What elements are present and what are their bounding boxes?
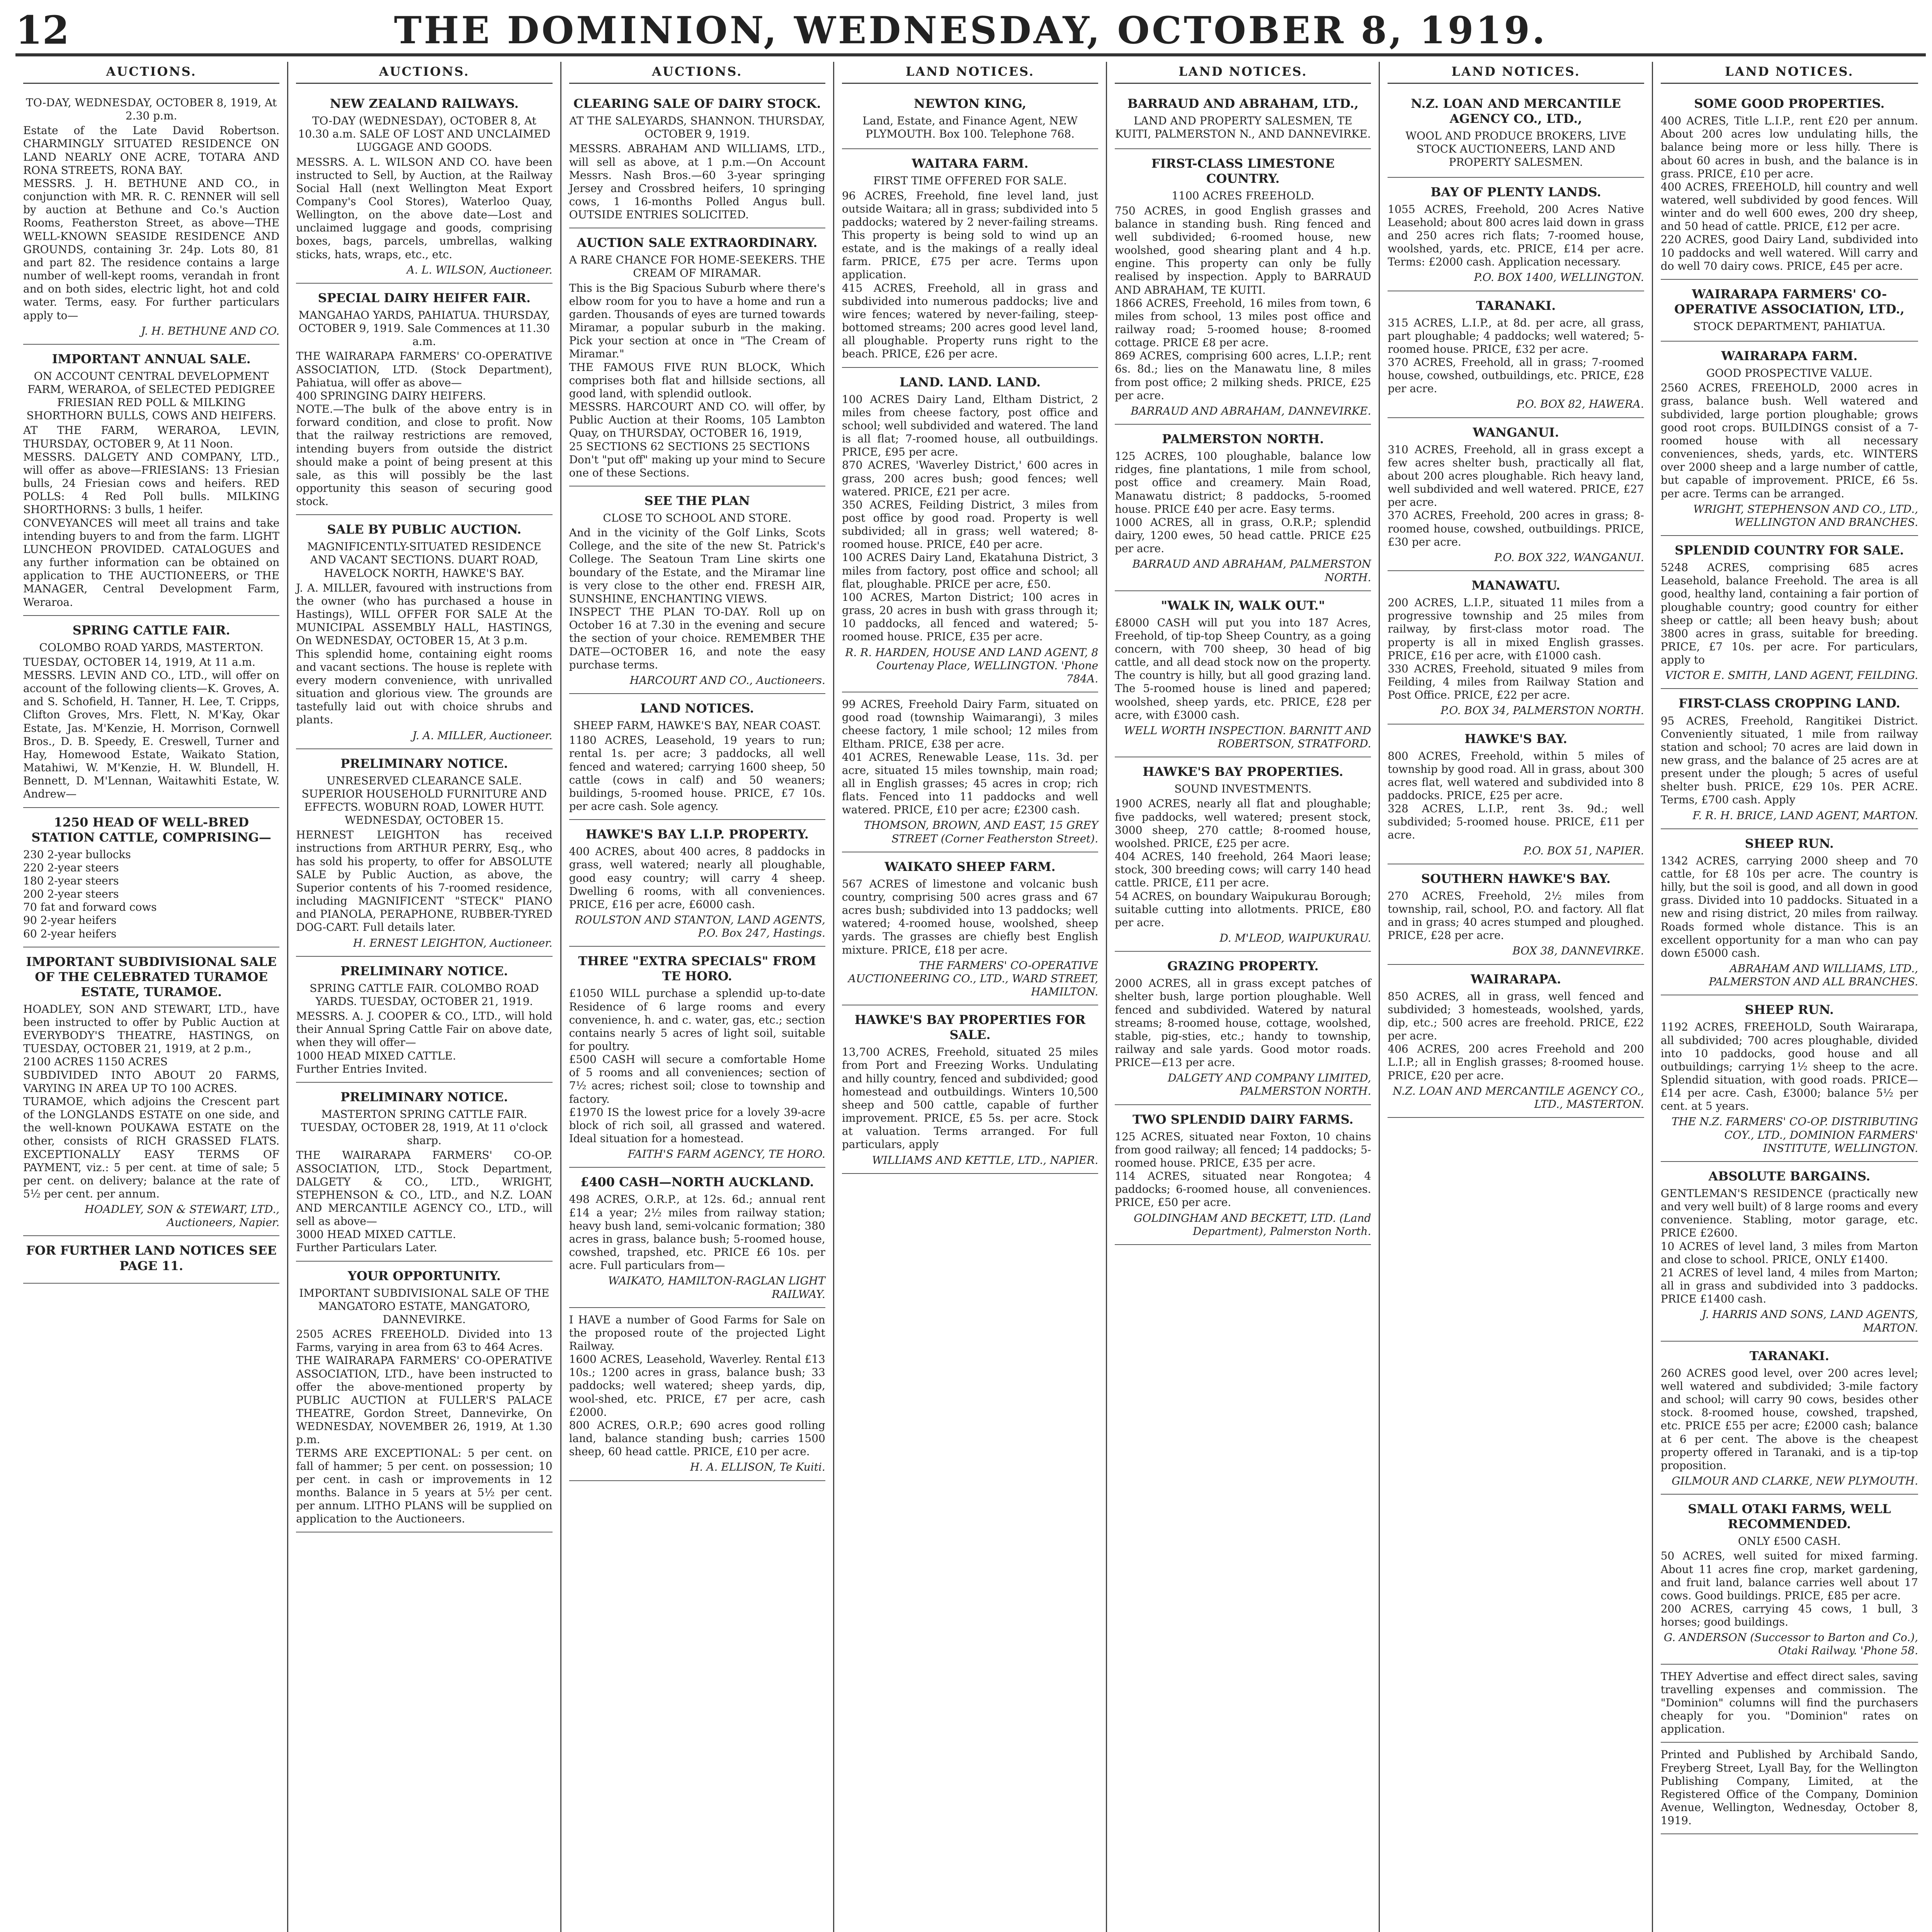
advertisement: [842, 692, 1098, 852]
ad-signature: ABRAHAM AND WILLIAMS, LTD., PALMERSTON AND ALL BRANCHES.: [1709, 962, 1918, 988]
ad-title: TARANAKI.: [1749, 1348, 1829, 1363]
ad-subtitle: GOOD PROSPECTIVE VALUE.: [1706, 367, 1872, 380]
ad-body: THE WAIRARAPA FARMERS' CO-OP. ASSOCIATION, LTD., Stock Department, DALGETY & CO., LTD., WRIGHT, STEPHENSON & CO., LTD., and N.Z. LOAN AND MERCANTILE AGENCY CO., LTD., will sell as above— 3000 HEAD MIXED CATTLE. Further Particulars Later.: [296, 1149, 553, 1254]
column-3: [561, 62, 834, 1932]
advertisement: [1115, 591, 1371, 758]
ad-title: LAND NOTICES.: [640, 701, 754, 716]
ad-title: YOUR OPPORTUNITY.: [347, 1268, 501, 1283]
ad-subtitle: COLOMBO ROAD YARDS, MASTERTON.: [39, 641, 264, 654]
columns-container: [15, 62, 1926, 1932]
advertisement: [23, 345, 279, 616]
ad-signature: THE N.Z. FARMERS' CO-OP. DISTRIBUTING COY., LTD., DOMINION FARMERS' INSTITUTE, WELLINGTON.: [1671, 1115, 1918, 1155]
column-header: LAND NOTICES.: [1115, 62, 1371, 84]
advertisement: [569, 228, 825, 486]
ad-subtitle: Land, Estate, and Finance Agent, NEW PLYMOUTH. Box 100. Telephone 768.: [862, 114, 1078, 141]
advertisement: [23, 1236, 279, 1283]
ad-signature: BARRAUD AND ABRAHAM, DANNEVIRKE.: [1131, 404, 1371, 417]
column-header: AUCTIONS.: [569, 62, 825, 84]
ad-body: 400 ACRES, about 400 acres, 8 paddocks in grass, well watered; nearly all ploughable, good easy country; will carry 4 sheep. Dwelling 6 rooms, with all conveniences. PRICE, £16 per acre, £6000 cash.: [569, 845, 825, 911]
advertisement: [569, 1168, 825, 1308]
ad-title: PRELIMINARY NOTICE.: [340, 963, 508, 978]
ad-title: FOR FURTHER LAND NOTICES SEE PAGE 11.: [26, 1243, 277, 1273]
ad-body: THE WAIRARAPA FARMERS' CO-OPERATIVE ASSOCIATION, LTD. (Stock Department), Pahiatua, will offer as above— 400 SPRINGING DAIRY HEIFERS. NOTE.—The bulk of the above entry is in forward condition, and close to profit. Now that the railway restrictions are removed, intending buyers from outside the district should make a point of being present at this sale, as this will possibly be the last opportunity this season of securing good stock.: [296, 350, 553, 508]
ad-body: THEY Advertise and effect direct sales, saving travelling expenses and commission. The "Dominion" columns will find the purchasers cheaply for you. "Dominion" rates on application.: [1660, 1670, 1918, 1736]
ad-body: 1192 ACRES, FREEHOLD, South Wairarapa, all subdivided; 700 acres ploughable, divided into 10 paddocks, good house and all outbuildings; carrying 1½ sheep to the acre. Splendid situation, with good roads. PRICE—£14 per acre. Cash, £3000; balance 5½ per cent. at 5 years.: [1660, 1020, 1918, 1113]
advertisement: [842, 852, 1098, 1005]
advertisement: [296, 284, 552, 515]
advertisement: [1388, 724, 1644, 864]
advertisement: [296, 1083, 552, 1262]
advertisement: [296, 749, 552, 957]
ad-signature: P.O. BOX 322, WANGANUI.: [1494, 551, 1644, 564]
ad-signature: J. H. BETHUNE AND CO.: [141, 324, 280, 337]
ad-signature: J. A. MILLER, Auctioneer.: [412, 729, 553, 742]
ad-body: 125 ACRES, 100 ploughable, balance low ridges, fine plantations, 1 mile from school, post office and creamery. Main Road, Manawatu district; 8 paddocks, 5-roomed house. PRICE £40 per acre. Easy terms. 1000 ACRES, all in grass, O.R.P.; splendid dairy, 1200 ewes, 50 head cattle. PRICE £25 per acre.: [1115, 450, 1371, 555]
ad-signature: DALGETY AND COMPANY LIMITED, PALMERSTON NORTH.: [1167, 1071, 1371, 1098]
advertisement: [296, 957, 552, 1083]
ad-subtitle: MANGAHAO YARDS, PAHIATUA. THURSDAY, OCTOBER 9, 1919. Sale Commences at 11.30 a.m.: [298, 308, 550, 348]
ad-body: And in the vicinity of the Golf Links, Scots College, and the site of the new St. Patrick's College. The Seatoun Tram Line skirts one boundary of the Estate, and the Miramar line is very close to the other end. FRESH AIR, SUNSHINE, ENCHANTING VIEWS. INSPECT THE PLAN TO-DAY. Roll up on October 16 at 7.30 in the evening and secure the section of your choice. REMEMBER THE DATE—OCTOBER 16, and note the easy purchase terms.: [569, 526, 825, 671]
ad-signature: H. ERNEST LEIGHTON, Auctioneer.: [353, 936, 553, 949]
ad-subtitle: CLOSE TO SCHOOL AND STORE.: [603, 512, 792, 524]
page-number: 12: [15, 7, 70, 53]
advertisement: [842, 149, 1098, 367]
advertisement: [1115, 757, 1371, 952]
ad-subtitle: SPRING CATTLE FAIR. COLOMBO ROAD YARDS. TUESDAY, OCTOBER 21, 1919.: [310, 981, 539, 1008]
ad-signature: R. R. HARDEN, HOUSE AND LAND AGENT, 8 Courtenay Place, WELLINGTON. 'Phone 784A.: [845, 646, 1099, 685]
ad-title: SPLENDID COUNTRY FOR SALE.: [1675, 543, 1904, 558]
ad-title: HAWKE'S BAY L.I.P. PROPERTY.: [585, 827, 809, 842]
ad-signature: H. A. ELLISON, Te Kuiti.: [690, 1461, 825, 1474]
ad-title: SEE THE PLAN: [644, 493, 750, 508]
advertisement: [1388, 418, 1644, 571]
ad-body: 315 ACRES, L.I.P., at 8d. per acre, all grass, part ploughable; 4 paddocks; well watered; 5-roomed house. PRICE, £32 per acre. 370 ACRES, Freehold, all in grass; 7-roomed house, cowshed, outbuildings, etc. PRICE, £28 per acre.: [1388, 316, 1644, 395]
advertisement: [1115, 1105, 1371, 1245]
ad-title: FIRST-CLASS LIMESTONE COUNTRY.: [1151, 156, 1335, 186]
ad-signature: HARCOURT AND CO., Auctioneers.: [629, 673, 825, 687]
advertisement: [1388, 571, 1644, 724]
ad-title: PALMERSTON NORTH.: [1162, 432, 1324, 447]
ad-body: This is the Big Spacious Suburb where there's elbow room for you to have a home and run a garden. Thousands of eyes are turned towards Miramar, a popular suburb in the making. Pick your section at once in "The Cream of Miramar." THE FAMOUS FIVE RUN BLOCK, Which comprises both flat and hillside sections, all good land, with splendid outlook. MESSRS. HARCOURT AND CO. will offer, by Public Auction at their Rooms, 105 Lambton Quay, on THURSDAY, OCTOBER 16, 1919, 25 SECTIONS 62 SECTIONS 25 SECTIONS Don't "put off" making up your mind to Secure one of these Sections.: [569, 281, 825, 479]
ad-signature: ROULSTON AND STANTON, LAND AGENTS, P.O. Box 247, Hastings.: [575, 913, 825, 940]
ad-body: AT THE FARM, WERAROA, LEVIN, THURSDAY, OCTOBER 9, At 11 Noon. MESSRS. DALGETY AND COMPANY, LTD., will offer as above—FRIESIANS: 13 Friesian bulls, 24 Friesian cows and heifers. RED POLLS: 4 Red Poll bulls. MILKING SHORTHORNS: 3 bulls, 1 heifer. CONVEYANCES will meet all trains and take intending buyers to and from the farm. LIGHT LUNCHEON PROVIDED. CATALOGUES and any further information can be obtained on application to THE AUCTIONEERS, or THE MANAGER, Central Development Farm, Weraroa.: [23, 424, 280, 609]
column-4: [834, 62, 1107, 1932]
advertisement: [1388, 291, 1644, 418]
ad-subtitle: AT THE SALEYARDS, SHANNON. THURSDAY, OCTOBER 9, 1919.: [569, 114, 825, 141]
ad-signature: WILLIAMS AND KETTLE, LTD., NAPIER.: [872, 1153, 1099, 1167]
column-header: LAND NOTICES.: [842, 62, 1098, 84]
advertisement: [1388, 178, 1644, 291]
advertisement: [296, 1262, 552, 1533]
ad-signature: VICTOR E. SMITH, LAND AGENT, FEILDING.: [1665, 669, 1918, 682]
ad-body: 200 ACRES, L.I.P., situated 11 miles from a progressive township and 25 miles from railway, by first-class motor road. The property is all in mixed English grasses. PRICE, £16 per acre, with £1000 cash. 330 ACRES, Freehold, situated 9 miles from Feilding, 4 miles from Railway Station and Post Office. PRICE, £22 per acre.: [1388, 596, 1644, 702]
ad-signature: WRIGHT, STEPHENSON AND CO., LTD., WELLINGTON AND BRANCHES.: [1693, 502, 1918, 529]
ad-title: IMPORTANT SUBDIVISIONAL SALE OF THE CELEBRATED TURAMOE ESTATE, TURAMOE.: [26, 954, 277, 999]
advertisement: [569, 89, 825, 228]
ad-signature: F. R. H. BRICE, LAND AGENT, MARTON.: [1692, 809, 1918, 822]
ad-signature: P.O. BOX 82, HAWERA.: [1516, 398, 1644, 411]
ad-signature: P.O. BOX 51, NAPIER.: [1523, 844, 1644, 857]
ad-body: I HAVE a number of Good Farms for Sale on the proposed route of the projected Light Railway. 1600 ACRES, Leasehold, Waverley. Rental £13 10s.; 1200 acres in grass, balance bush; 33 paddocks; well watered; sheep yards, dip, wool-shed, etc. PRICE, £7 per acre, cash £2000. 800 ACRES, O.R.P.; 690 acres good rolling land, balance standing bush; carries 1500 sheep, 60 head cattle. PRICE, £10 per acre.: [569, 1313, 825, 1458]
advertisement: [569, 486, 825, 694]
ad-subtitle: TO-DAY, WEDNESDAY, OCTOBER 8, 1919, At 2.30 p.m.: [26, 96, 277, 122]
advertisement: [1661, 536, 1918, 689]
ad-body: 567 ACRES of limestone and volcanic bush country, comprising 500 acres grass and 67 acres bush; subdivided into 13 paddocks; well watered; 4-roomed house, woolshed, sheep yards. The grasses are chiefly best English mixture. PRICE, £18 per acre.: [842, 877, 1099, 956]
ad-signature: J. HARRIS AND SONS, LAND AGENTS, MARTON.: [1702, 1308, 1918, 1334]
ad-title: TWO SPLENDID DAIRY FARMS.: [1132, 1112, 1354, 1127]
ad-signature: THE FARMERS' CO-OPERATIVE AUCTIONEERING CO., LTD., WARD STREET, HAMILTON.: [848, 959, 1099, 998]
column-5: [1107, 62, 1380, 1932]
ad-body: 270 ACRES, Freehold, 2½ miles from township, rail, school, P.O. and factory. All flat and in grass; 40 acres stumped and ploughed. PRICE, £28 per acre.: [1388, 889, 1644, 942]
ad-title: WAITARA FARM.: [912, 156, 1029, 171]
ad-title: FIRST-CLASS CROPPING LAND.: [1678, 696, 1900, 711]
advertisement: [1388, 89, 1644, 178]
advertisement: [569, 820, 825, 947]
ad-body: 2000 ACRES, all in grass except patches of shelter bush, large portion ploughable. Well fenced and subdivided. Watered by natural streams; 8-roomed house, cottage, woolshed, stable, pig-sties, etc.; handy to township, railway and sale yards. Good motor roads. PRICE—£13 per acre.: [1115, 977, 1371, 1069]
advertisement: [1661, 1665, 1918, 1743]
ad-signature: FAITH'S FARM AGENCY, TE HORO.: [628, 1148, 825, 1161]
ad-body: 13,700 ACRES, Freehold, situated 25 miles from Port and Freezing Works. Undulating and hilly country, fenced and subdivided; good homestead and outbuildings. Winters 10,500 sheep and 500 cattle, capable of further improvement. PRICE, £5 5s. per acre. Stock at valuation. Terms arranged. For full particulars, apply: [842, 1046, 1099, 1151]
ad-signature: GILMOUR AND CLARKE, NEW PLYMOUTH.: [1672, 1474, 1918, 1487]
ad-title: PRELIMINARY NOTICE.: [340, 756, 508, 771]
ad-body: 99 ACRES, Freehold Dairy Farm, situated on good road (township Waimarangi), 3 miles cheese factory, 1 mile school; 12 miles from Eltham. PRICE, £38 per acre. 401 ACRES, Renewable Lease, 11s. 3d. per acre, situated 15 miles township, main road; all in English grasses; 45 acres in crop; rich flats. Fenced into 11 paddocks and well watered. PRICE, £10 per acre; £2300 cash.: [842, 698, 1099, 816]
ad-body: 1342 ACRES, carrying 2000 sheep and 70 cattle, for £8 10s per acre. The country is hilly, but the soil is good, and all down in good grass. Divided into 10 paddocks. Situated in a new and rising district, 20 miles from railway. Roads formed whole distance. This is an excellent opportunity for a man who can pay down £5000 cash.: [1660, 854, 1918, 959]
ad-title: SPECIAL DAIRY HEIFER FAIR.: [318, 290, 531, 305]
ad-body: 2505 ACRES FREEHOLD. Divided into 13 Farms, varying in area from 63 to 464 Acres. THE WAIRARAPA FARMERS' CO-OPERATIVE ASSOCIATION, LTD., have been instructed to offer the above-mentioned property by PUBLIC AUCTION at FULLER'S PALACE THEATRE, Gordon Street, Dannevirke, On WEDNESDAY, NOVEMBER 26, 1919, At 1.30 p.m. TERMS ARE EXCEPTIONAL: 5 per cent. on fall of hammer; 5 per cent. on possession; 10 per cent. in cash or improvements in 12 months. Balance in 5 years at 5½ per cent. per annum. LITHO PLANS will be supplied on application to the Auctioneers.: [296, 1328, 553, 1526]
ad-title: THREE "EXTRA SPECIALS" FROM TE HORO.: [578, 954, 816, 984]
advertisement: [1661, 89, 1918, 280]
ad-signature: G. ANDERSON (Successor to Barton and Co.), Otaki Railway. 'Phone 58.: [1663, 1631, 1918, 1657]
ad-subtitle: UNRESERVED CLEARANCE SALE. SUPERIOR HOUSEHOLD FURNITURE AND EFFECTS. WOBURN ROAD, LOWER HUTT. WEDNESDAY, OCTOBER 15.: [301, 774, 547, 827]
ad-body: 5248 ACRES, comprising 685 acres Leasehold, balance Freehold. The area is all good, healthy land, containing a fair portion of ploughable country; good country for either sheep or cattle; all been heavy bush; about 3800 acres in grass, suitable for breeding. PRICE, £7 10s. per acre. For particulars, apply to: [1660, 561, 1918, 667]
advertisement: [569, 694, 825, 820]
ad-title: WAIRARAPA.: [1470, 971, 1561, 986]
advertisement: [23, 616, 279, 808]
ad-subtitle: 1100 ACRES FREEHOLD.: [1172, 189, 1315, 202]
ad-body: 230 2-year bullocks 220 2-year steers 180 2-year steers 200 2-year steers 70 fat and forward cows 90 2-year heifers 60 2-year heifers: [23, 848, 157, 940]
ad-signature: WAIKATO, HAMILTON-RAGLAN LIGHT RAILWAY.: [608, 1274, 825, 1301]
ad-title: LAND. LAND. LAND.: [899, 374, 1041, 389]
ad-subtitle: MAGNIFICENTLY-SITUATED RESIDENCE AND VACANT SECTIONS. DUART ROAD, HAVELOCK NORTH, HAWKE'S BAY.: [307, 540, 541, 580]
ad-title: TARANAKI.: [1476, 298, 1556, 313]
advertisement: [1661, 1162, 1918, 1342]
ad-body: 750 ACRES, in good English grasses and balance in standing bush. Ring fenced and well subdivided; 6-roomed house, new woolshed, good shearing plant and 4 h.p. engine. This property can only be fully realised by inspection. Apply to BARRAUD AND ABRAHAM, TE KUITI. 1866 ACRES, Freehold, 16 miles from town, 6 miles from school, 13 miles post office and railway road; 5-roomed house; 8-roomed cottage. PRICE £8 per acre. 869 ACRES, comprising 600 acres, L.I.P.; rent 6s. 8d.; lies on the Manawatu line, 8 miles from post office; 2 milking sheds. PRICE, £25 per acre.: [1115, 204, 1371, 402]
column-header: AUCTIONS.: [23, 62, 279, 84]
ad-title: WAIRARAPA FARM.: [1721, 349, 1858, 364]
ad-signature: A. L. WILSON, Auctioneer.: [406, 263, 553, 276]
ad-subtitle: LAND AND PROPERTY SALESMEN, TE KUITI, PALMERSTON N., AND DANNEVIRKE.: [1115, 114, 1371, 141]
ad-title: SMALL OTAKI FARMS, WELL RECOMMENDED.: [1688, 1502, 1891, 1532]
ad-body: J. A. MILLER, favoured with instructions from the owner (who has purchased a house in Hastings), WILL OFFER FOR SALE At the MUNICIPAL ASSEMBLY HALL, HASTINGS, On WEDNESDAY, OCTOBER 15, At 3 p.m. This splendid home, containing eight rooms and vacant sections. The house is replete with every modern convenience, with unrivalled situation and glorious view. The grounds are tastefully laid out with choice shrubs and plants.: [296, 581, 553, 726]
advertisement: [1115, 149, 1371, 425]
ad-subtitle: FIRST TIME OFFERED FOR SALE.: [873, 174, 1067, 187]
advertisement: [1388, 965, 1644, 1118]
column-2: [288, 62, 561, 1932]
ad-body: 850 ACRES, all in grass, well fenced and subdivided; 3 homesteads, woolshed, yards, dip, etc.; 500 acres are freehold. PRICE, £22 per acre. 406 ACRES, 200 acres Freehold and 200 L.I.P.; all in English grasses; 8-roomed house. PRICE, £20 per acre.: [1388, 990, 1644, 1082]
advertisement: [1661, 342, 1918, 536]
ad-body: 95 ACRES, Freehold, Rangitikei District. Conveniently situated, 1 mile from railway station and school; 70 acres are laid down in new grass, and the balance of 25 acres are at present under the plough; 5 acres of useful shelter bush. PRICE, £29 10s. PER ACRE. Terms, £700 cash. Apply: [1660, 714, 1918, 806]
ad-title: £400 CASH—NORTH AUCKLAND.: [580, 1175, 814, 1190]
ad-body: MESSRS. A. J. COOPER & CO., LTD., will hold their Annual Spring Cattle Fair on above date, when they will offer— 1000 HEAD MIXED CATTLE. Further Entries Invited.: [296, 1010, 553, 1075]
ad-title: HAWKE'S BAY.: [1464, 731, 1567, 746]
ad-title: "WALK IN, WALK OUT.": [1161, 598, 1325, 613]
ad-title: IMPORTANT ANNUAL SALE.: [52, 351, 251, 366]
ad-body: MESSRS. A. L. WILSON AND CO. have been instructed to Sell, by Auction, at the Railway Social Hall (next Wellington Meat Export Company's Cool Stores), Waterloo Quay, Wellington, on the above date—Lost and unclaimed luggage and goods, comprising boxes, bags, parcels, umbrellas, walking sticks, hats, wraps, etc., etc.: [296, 155, 553, 261]
ad-body: 310 ACRES, Freehold, all in grass except a few acres shelter bush, practically all flat, about 200 acres ploughable. Rich heavy land, well subdivided and well watered. PRICE, £27 per acre. 370 ACRES, Freehold, 200 acres in grass; 8-roomed house, cowshed, outbuildings. PRICE, £30 per acre.: [1388, 443, 1644, 548]
ad-title: SALE BY PUBLIC AUCTION.: [327, 522, 522, 537]
ad-body: 1055 ACRES, Freehold, 200 Acres Native Leasehold; about 800 acres laid down in grass and 250 acres rich flats; 7-roomed house, woolshed, yards, etc. PRICE, £14 per acre. Terms: £2000 cash. Application necessary.: [1388, 202, 1644, 269]
ad-title: SHEEP RUN.: [1745, 836, 1834, 851]
ad-subtitle: STOCK DEPARTMENT, PAHIATUA.: [1693, 320, 1886, 333]
ad-body: Estate of the Late David Robertson. CHARMINGLY SITUATED RESIDENCE ON LAND NEARLY ONE ACRE, TOTARA AND RONA STREETS, RONA BAY. MESSRS. J. H. BETHUNE AND CO., in conjunction with MR. R. C. RENNER will sell by auction at Bethune and Co.'s Auction Rooms, Featherston Street, as above—THE WELL-KNOWN SEASIDE RESIDENCE AND GROUNDS, containing 3r. 24p. Lots 80, 81 and part 82. The residence contains a large number of well-kept rooms, verandah in front and on both sides, electric light, hot and cold water. Terms, easy. For further particulars apply to—: [23, 124, 280, 322]
ad-body: 1180 ACRES, Leasehold, 19 years to run; rental 1s. per acre; 3 paddocks, all well fenced and watered; carrying 1600 sheep, 50 cattle (cows in calf) and 50 weaners; buildings, 5-roomed house. PRICE, £7 10s. per acre cash. Sole agency.: [569, 734, 825, 813]
ad-title: WANGANUI.: [1473, 425, 1559, 440]
ad-title: N.Z. LOAN AND MERCANTILE AGENCY CO., LTD.,: [1411, 96, 1621, 126]
ad-signature: BARRAUD AND ABRAHAM, PALMERSTON NORTH.: [1132, 558, 1371, 584]
ad-body: 125 ACRES, situated near Foxton, 10 chains from good railway; all fenced; 14 paddocks; 5-roomed house. PRICE, £35 per acre. 114 ACRES, situated near Rongotea; 4 paddocks; 6-roomed house, all conveniences. PRICE, £50 per acre.: [1115, 1130, 1371, 1209]
ad-body: Printed and Published by Archibald Sando, Freyberg Street, Lyall Bay, for the Wellington Publishing Company, Limited, at the Registered Office of the Company, Dominion Avenue, Wellington, Wednesday, October 8, 1919.: [1660, 1748, 1918, 1827]
ad-signature: P.O. BOX 1400, WELLINGTON.: [1474, 271, 1644, 284]
ad-title: SHEEP RUN.: [1745, 1002, 1834, 1017]
ad-body: 498 ACRES, O.R.P., at 12s. 6d.; annual rent £14 a year; 2½ miles from railway station; heavy bush land, semi-volcanic formation; 380 acres in grass, balance bush; 5-roomed house, cowshed, trapshed, etc. PRICE £6 10s. per acre. Full particulars from—: [569, 1193, 825, 1272]
ad-subtitle: ON ACCOUNT CENTRAL DEVELOPMENT FARM, WERAROA, of SELECTED PEDIGREE FRIESIAN RED POLL & MILKING SHORTHORN BULLS, COWS AND HEIFERS.: [26, 369, 276, 422]
ad-signature: N.Z. LOAN AND MERCANTILE AGENCY CO., LTD., MASTERTON.: [1393, 1084, 1644, 1111]
ad-body: 1900 ACRES, nearly all flat and ploughable; five paddocks, well watered; present stock, 3000 sheep, 270 cattle; 8-roomed house, woolshed. PRICE, £25 per acre. 404 ACRES, 140 freehold, 264 Maori lease; stock, 300 breeding cows; will carry 140 head cattle. PRICE, £11 per acre. 54 ACRES, on boundary Waipukurau Borough; suitable cutting into allotments. PRICE, £80 per acre.: [1115, 797, 1371, 929]
advertisement: [569, 1308, 825, 1481]
ad-title: MANAWATU.: [1471, 578, 1560, 593]
ad-body: 50 ACRES, well suited for mixed farming. About 11 acres fine crop, market gardening, and fruit land, balance carries well about 17 cows. Good buildings. PRICE, £85 per acre. 200 ACRES, carrying 45 cows, 1 bull, 3 horses; good buildings.: [1660, 1549, 1918, 1629]
advertisement: [1661, 1342, 1918, 1495]
column-header: LAND NOTICES.: [1388, 62, 1644, 84]
advertisement: [1661, 1495, 1918, 1664]
advertisement: [296, 89, 552, 284]
newspaper-title: THE DOMINION, WEDNESDAY, OCTOBER 8, 1919.: [394, 8, 1548, 52]
ad-title: WAIRARAPA FARMERS' CO-OPERATIVE ASSOCIATION, LTD.,: [1674, 286, 1905, 316]
ad-signature: P.O. BOX 34, PALMERSTON NORTH.: [1440, 704, 1644, 717]
advertisement: [1661, 829, 1918, 996]
ad-body: 96 ACRES, Freehold, fine level land, just outside Waitara; all in grass; subdivided into 5 paddocks; watered by 2 never-failing streams. This property is being sold to wind up an estate, and is the makings of a really ideal farm. PRICE, £75 per acre. Terms upon application. 415 ACRES, Freehold, all in grass and subdivided into numerous paddocks; live and wire fences; watered by never-failing, steep-bottomed streams; 200 acres good level land, all ploughable. Property runs right to the beach. PRICE, £26 per acre.: [842, 189, 1099, 361]
ad-body: HERNEST LEIGHTON has received instructions from ARTHUR PERRY, Esq., who has sold his property, to offer for ABSOLUTE SALE by Public Auction, as above, the Superior contents of his 7-roomed residence, including MAGNIFICENT "STECK" PIANO and PIANOLA, PERAPHONE, RUBBER-TYRED DOG-CART. Full details later.: [296, 828, 553, 934]
masthead: [15, 7, 1926, 56]
ad-signature: BOX 38, DANNEVIRKE.: [1512, 944, 1644, 957]
ad-body: £1050 WILL purchase a splendid up-to-date Residence of 6 large rooms and every convenience, h. and c. water, gas, etc.; section contains nearly 5 acres of light soil, suitable for poultry. £500 CASH will secure a comfortable Home of 5 rooms and all conveniences; section of 7½ acres; richest soil; close to township and factory. £1970 IS the lowest price for a lovely 39-acre block of rich soil, all grassed and watered. Ideal situation for a homestead.: [569, 987, 825, 1145]
ad-title: BARRAUD AND ABRAHAM, LTD.,: [1127, 96, 1359, 111]
ad-signature: WELL WORTH INSPECTION. BARNITT AND ROBERTSON, STRATFORD.: [1124, 724, 1371, 750]
ad-signature: D. M'LEOD, WAIPUKURAU.: [1219, 932, 1371, 944]
ad-subtitle: A RARE CHANCE FOR HOME-SEEKERS. THE CREAM OF MIRAMAR.: [569, 253, 825, 280]
ad-subtitle: ONLY £500 CASH.: [1738, 1535, 1841, 1548]
ad-signature: HOADLEY, SON & STEWART, LTD., Auctioneers, Napier.: [85, 1203, 280, 1229]
ad-title: HAWKE'S BAY PROPERTIES.: [1143, 764, 1344, 779]
ad-title: WAIKATO SHEEP FARM.: [884, 859, 1056, 874]
advertisement: [296, 515, 552, 749]
ad-title: BAY OF PLENTY LANDS.: [1430, 184, 1601, 199]
ad-subtitle: SOUND INVESTMENTS.: [1174, 782, 1312, 796]
advertisement: [569, 947, 825, 1168]
ad-signature: GOLDINGHAM AND BECKETT, LTD. (Land Department), Palmerston North.: [1134, 1211, 1371, 1238]
ad-body: 2560 ACRES, FREEHOLD, 2000 acres in grass, balance bush. Well watered and subdivided, large portion ploughable; grows good root crops. BUILDINGS consist of a 7-roomed house with all necessary conveniences, sheds, yards, etc. WINTERS over 2000 sheep and a large number of cattle, but capable of improvement. PRICE, £6 5s. per acre. Terms can be arranged.: [1660, 381, 1918, 500]
ad-title: SPRING CATTLE FAIR.: [72, 622, 230, 638]
ad-body: 260 ACRES good level, over 200 acres level; well watered and subdivided; 3-mile factory and school; will carry 90 cows, besides other stock. 8-roomed house, cowshed, trapshed, etc. PRICE £55 per acre; £2000 cash; balance at 6 per cent. The above is the cheapest property offered in Taranaki, and is a tip-top proposition.: [1660, 1366, 1918, 1472]
ad-title: ABSOLUTE BARGAINS.: [1708, 1168, 1871, 1184]
advertisement: [1115, 425, 1371, 591]
advertisement: [23, 808, 279, 947]
ad-body: £8000 CASH will put you into 187 Acres, Freehold, of tip-top Sheep Country, as a going concern, with 700 sheep, 30 head of big cattle, and all dead stock now on the property. The country is hilly, but all good grazing land. The 5-roomed house is lined and papered; woolshed, sheep yards, etc. PRICE, £28 per acre, with £3000 cash.: [1115, 616, 1371, 721]
column-7: [1653, 62, 1926, 1932]
ad-title: CLEARING SALE OF DAIRY STOCK.: [573, 96, 821, 111]
advertisement: [23, 947, 279, 1236]
ad-signature: THOMSON, BROWN, AND EAST, 15 GREY STREET (Corner Featherston Street).: [864, 819, 1099, 845]
ad-body: HOADLEY, SON AND STEWART, LTD., have been instructed to offer by Public Auction at EVERYBODY'S THEATRE, HASTINGS, on TUESDAY, OCTOBER 21, 1919, at 2 p.m., 2100 ACRES 1150 ACRES SUBDIVIDED INTO ABOUT 20 FARMS, VARYING IN AREA UP TO 100 ACRES. TURAMOE, which adjoins the Crescent part of the LONGLANDS ESTATE on one side, and the well-known POUKAWA ESTATE on the other, consists of RICH GRASSED FLATS. EXCEPTIONALLY EASY TERMS OF PAYMENT, viz.: 5 per cent. at time of sale; 5 per cent. on delivery; balance at the rate of 5½ per cent. per annum.: [23, 1002, 280, 1200]
ad-title: GRAZING PROPERTY.: [1167, 959, 1319, 974]
column-header: LAND NOTICES.: [1661, 62, 1918, 84]
ad-subtitle: WOOL AND PRODUCE BROKERS, LIVE STOCK AUCTIONEERS, LAND AND PROPERTY SALESMEN.: [1405, 129, 1626, 169]
advertisement: [1661, 995, 1918, 1162]
ad-subtitle: SHEEP FARM, HAWKE'S BAY, NEAR COAST.: [573, 719, 821, 732]
column-6: [1380, 62, 1653, 1932]
ad-title: 1250 HEAD OF WELL-BRED STATION CATTLE, COMPRISING—: [31, 815, 271, 845]
ad-title: NEW ZEALAND RAILWAYS.: [330, 96, 519, 111]
advertisement: [1115, 952, 1371, 1105]
ad-body: 400 ACRES, Title L.I.P., rent £20 per annum. About 200 acres low undulating hills, the balance being more or less hilly. There is about 60 acres in bush, and the balance is in grass. PRICE, £10 per acre. 400 ACRES, FREEHOLD, hill country and well watered, well subdivided by good fences. Will winter and do well 600 ewes, 200 dry sheep, and 50 head of cattle. PRICE, £12 per acre. 220 ACRES, good Dairy Land, subdivided into 10 paddocks and well watered. Will carry and do well 70 dairy cows. PRICE, £45 per acre.: [1660, 114, 1918, 272]
advertisement: [842, 368, 1098, 692]
ad-title: PRELIMINARY NOTICE.: [340, 1089, 508, 1104]
advertisement: [1388, 864, 1644, 965]
column-1: [15, 62, 288, 1932]
advertisement: [842, 1005, 1098, 1173]
advertisement: [1661, 1743, 1918, 1834]
ad-body: 800 ACRES, Freehold, within 5 miles of township by good road. All in grass, about 300 acres flat, well watered and subdivided into 8 paddocks. PRICE, £25 per acre. 328 ACRES, L.I.P., rent 3s. 9d.; well subdivided; 5-roomed house. PRICE, £11 per acre.: [1388, 749, 1644, 842]
ad-title: SOME GOOD PROPERTIES.: [1694, 96, 1885, 111]
advertisement: [23, 89, 279, 345]
ad-body: TUESDAY, OCTOBER 14, 1919, At 11 a.m. MESSRS. LEVIN AND CO., LTD., will offer on account of the following clients—K. Groves, A. and S. Schofield, H. Tanner, H. Lee, T. Cripps, Clifton Groves, Mrs. Flett, N. M'Kay, Okar Estate, Jas. M'Kenzie, H. Morrison, Cornwell Bros., D. B. Speedy, E. Creswell, Turner and Hay, Homewood Estate, Waikato Station, Matahiwi, W. M'Kenzie, H. W. Blundell, H. Bennett, D. M'Lennan, Waitawhiti Estate, W. Andrew—: [23, 655, 280, 801]
ad-body: GENTLEMAN'S RESIDENCE (practically new and very well built) of 8 large rooms and every convenience. Stabling, motor garage, etc. PRICE £2600. 10 ACRES of level land, 3 miles from Marton and close to school. PRICE, ONLY £1400. 21 ACRES of level land, 4 miles from Marton; all in grass and subdivided into 3 paddocks. PRICE £1400 cash.: [1660, 1187, 1918, 1306]
ad-subtitle: TO-DAY (WEDNESDAY), OCTOBER 8, At 10.30 a.m. SALE OF LOST AND UNCLAIMED LUGGAGE AND GOODS.: [298, 114, 551, 154]
advertisement: [1115, 89, 1371, 149]
advertisement: [842, 89, 1098, 149]
ad-subtitle: MASTERTON SPRING CATTLE FAIR. TUESDAY, OCTOBER 28, 1919, At 11 o'clock sharp.: [301, 1107, 548, 1147]
ad-title: AUCTION SALE EXTRAORDINARY.: [577, 235, 818, 250]
ad-title: NEWTON KING,: [913, 96, 1026, 111]
ad-title: HAWKE'S BAY PROPERTIES FOR SALE.: [854, 1012, 1086, 1043]
ad-title: SOUTHERN HAWKE'S BAY.: [1421, 871, 1611, 886]
ad-subtitle: IMPORTANT SUBDIVISIONAL SALE OF THE MANGATORO ESTATE, MANGATORO, DANNEVIRKE.: [299, 1286, 549, 1326]
advertisement: [1661, 280, 1918, 342]
ad-body: MESSRS. ABRAHAM AND WILLIAMS, LTD., will sell as above, at 1 p.m.—On Account Messrs. Nash Bros.—60 3-year springing Jersey and Crossbred heifers, 10 springing cows, 1 16-months Polled Angus bull. OUTSIDE ENTRIES SOLICITED.: [569, 142, 825, 221]
advertisement: [1661, 689, 1918, 829]
column-header: AUCTIONS.: [296, 62, 552, 84]
ad-body: 100 ACRES Dairy Land, Eltham District, 2 miles from cheese factory, post office and school; well subdivided and watered. The land is all flat; 7-roomed house, all outbuildings. PRICE, £95 per acre. 870 ACRES, 'Waverley District,' 600 acres in grass, 200 acres bush; good fences; well watered. PRICE, £21 per acre. 350 ACRES, Feilding District, 3 miles from post office by good road. Property is well subdivided; all in grass; well watered; 8-roomed house. PRICE, £40 per acre. 100 ACRES Dairy Land, Ekatahuna District, 3 miles from factory, post office and school; all flat, ploughable. PRICE per acre, £50. 100 ACRES, Marton District; 100 acres in grass, 20 acres in bush with grass through it; 10 paddocks, all fenced and watered; 5-roomed house. PRICE, £35 per acre.: [842, 393, 1099, 643]
